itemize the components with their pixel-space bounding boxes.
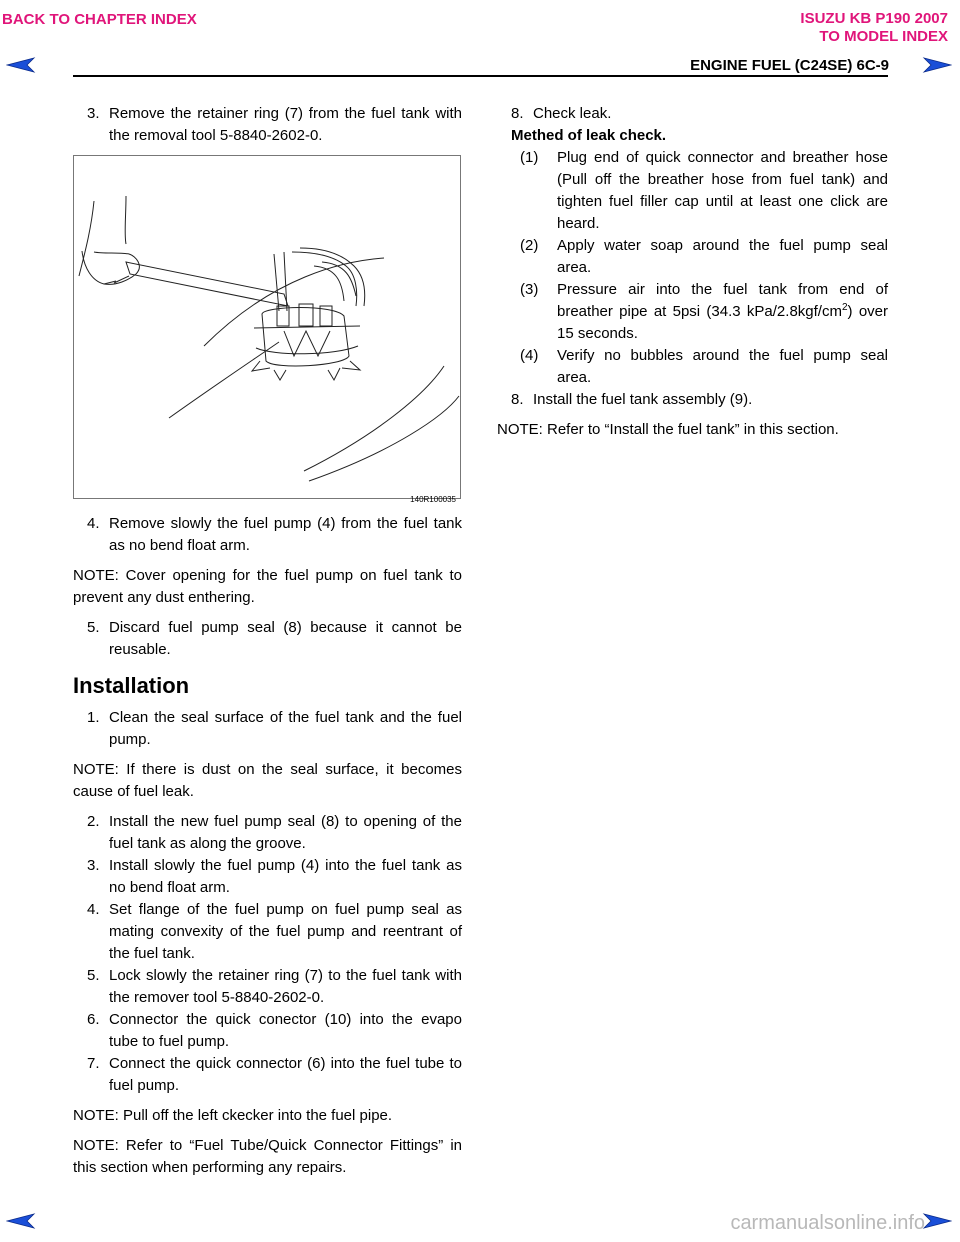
installation-step-2 — [73, 811, 462, 855]
next-page-arrow-bottom-icon[interactable] — [922, 1213, 952, 1229]
substep-text — [557, 279, 888, 345]
step-number: 5. — [87, 619, 100, 636]
prev-page-arrow-icon[interactable] — [6, 57, 36, 73]
substep-text-b: ) over 15 seconds. — [557, 303, 889, 342]
model-name[interactable]: ISUZU KB P190 2007 — [800, 10, 948, 27]
substep-text: Plug end of quick connector and breather hose (Pull off the breather hose from fuel tank) and tighten fuel filler cap until at least one click are heard. — [557, 149, 888, 232]
step-number: 8. — [511, 105, 524, 122]
step-number: 3. — [87, 857, 100, 874]
step-text: Remove slowly the fuel pump (4) from the fuel tank as no bend float arm. — [109, 515, 462, 554]
leak-check-substep-2 — [497, 235, 888, 279]
to-model-index[interactable]: TO MODEL INDEX — [819, 28, 948, 45]
removal-step-4 — [73, 513, 462, 557]
note-refer-fittings: NOTE: Refer to “Fuel Tube/Quick Connector Fittings” in this section when performing any repairs. — [73, 1137, 462, 1176]
watermark: carmanualsonline.info — [730, 1212, 925, 1234]
step-text: Discard fuel pump seal (8) because it cannot be reusable. — [109, 619, 462, 658]
substep-number: (1) — [520, 149, 539, 166]
back-to-chapter-index-link[interactable]: BACK TO CHAPTER INDEX — [2, 11, 197, 28]
installation-heading: Installation — [73, 673, 190, 698]
install-tank-step-8 — [497, 389, 888, 411]
note-cover-opening: NOTE: Cover opening for the fuel pump on fuel tank to prevent any dust enthering. — [73, 567, 462, 606]
removal-step-5 — [73, 617, 462, 661]
step-text: Remove the retainer ring (7) from the fuel tank with the removal tool 5-8840-2602-0. — [109, 105, 462, 144]
step-text: Check leak. — [533, 105, 612, 122]
step-text: Install slowly the fuel pump (4) into the fuel tank as no bend float arm. — [109, 857, 462, 896]
step-number: 4. — [87, 515, 100, 532]
step-number: 8. — [511, 391, 524, 408]
retainer-ring-removal-illustration — [73, 155, 461, 504]
removal-step-3 — [73, 103, 462, 147]
step-text: Clean the seal surface of the fuel tank and the fuel pump. — [109, 709, 462, 748]
leak-check-substep-4 — [497, 345, 888, 389]
substep-text-a: Pressure air into the fuel tank from end of breather pipe at 5psi (34.3 kPa/2.8kgf/cm — [557, 281, 888, 320]
substep-number: (4) — [520, 347, 539, 364]
figure-id: 140R100035 — [410, 495, 456, 504]
step-text: Install the new fuel pump seal (8) to opening of the fuel tank as along the groove. — [109, 813, 462, 852]
substep-number: (3) — [520, 281, 539, 298]
step-number: 1. — [87, 709, 100, 726]
installation-step-7 — [73, 1053, 462, 1097]
next-page-arrow-icon[interactable] — [922, 57, 952, 73]
step-text: Lock slowly the retainer ring (7) to the fuel tank with the remover tool 5-8840-2602-0. — [109, 967, 462, 1006]
step-number: 5. — [87, 967, 100, 984]
substep-text: Apply water soap around the fuel pump seal area. — [557, 237, 888, 276]
superscript-two: 2 — [841, 302, 848, 313]
step-text: Install the fuel tank assembly (9). — [533, 391, 753, 408]
substep-text: Verify no bubbles around the fuel pump seal area. — [557, 347, 888, 386]
substep-number: (2) — [520, 237, 539, 254]
installation-step-3 — [73, 855, 462, 899]
prev-page-arrow-bottom-icon[interactable] — [6, 1213, 36, 1229]
leak-check-substep-1 — [497, 147, 888, 235]
step-text: Connector the quick conector (10) into the evapo tube to fuel pump. — [109, 1011, 462, 1050]
step-number: 7. — [87, 1055, 100, 1072]
step-text: Set flange of the fuel pump on fuel pump seal as mating convexity of the fuel pump and reentrant of the fuel tank. — [109, 901, 462, 962]
installation-step-1 — [73, 707, 462, 751]
leak-check-substep-3 — [497, 279, 888, 345]
page-title: ENGINE FUEL (C24SE) 6C-9 — [690, 57, 889, 74]
installation-step-4 — [73, 899, 462, 965]
installation-step-5 — [73, 965, 462, 1009]
step-text: Connect the quick connector (6) into the fuel tube to fuel pump. — [109, 1055, 462, 1094]
leak-check-step-8 — [497, 103, 888, 125]
step-number: 3. — [87, 105, 100, 122]
illustration-drawing — [74, 156, 460, 498]
step-number: 6. — [87, 1011, 100, 1028]
right-column — [497, 103, 888, 441]
step-number: 4. — [87, 901, 100, 918]
note-pull-off-checker: NOTE: Pull off the left ckecker into the fuel pipe. — [73, 1107, 393, 1124]
step-number: 2. — [87, 813, 100, 830]
left-column — [73, 103, 462, 1179]
method-title: Methed of leak check. — [511, 127, 667, 144]
note-install-tank: NOTE: Refer to “Install the fuel tank” in this section. — [497, 421, 839, 438]
installation-step-6 — [73, 1009, 462, 1053]
note-dust: NOTE: If there is dust on the seal surface, it becomes cause of fuel leak. — [73, 761, 462, 800]
model-index-link[interactable] — [800, 10, 948, 46]
header-rule — [73, 75, 888, 77]
